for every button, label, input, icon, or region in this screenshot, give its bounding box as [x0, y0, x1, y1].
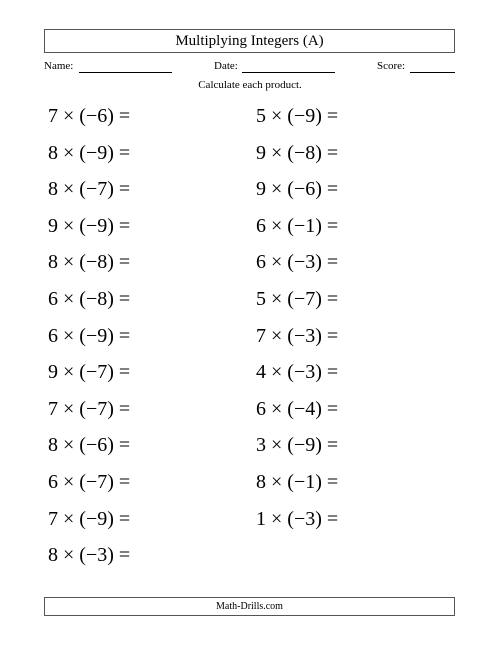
problem-item: 9 × (−8) =: [256, 141, 339, 164]
problem-item: 6 × (−3) =: [256, 251, 339, 274]
problem-item: 6 × (−8) =: [48, 288, 131, 310]
date-line: [242, 72, 335, 73]
problem-item: 7 × (−9) =: [48, 507, 131, 530]
problem-item: 8 × (−6) =: [48, 434, 131, 457]
problem-item: 7 × (−6) =: [48, 105, 131, 127]
name-line: [79, 72, 172, 73]
student-info-row: [0, 60, 500, 76]
problem-item: 7 × (−3) =: [256, 324, 339, 347]
problem-item: 8 × (−7) =: [48, 178, 131, 201]
problem-item: 5 × (−7) =: [256, 288, 339, 310]
problem-item: 7 × (−7) =: [48, 397, 131, 420]
problem-item: 8 × (−1) =: [256, 471, 339, 493]
problem-item: 4 × (−3) =: [256, 361, 339, 384]
score-line: [410, 72, 455, 73]
problem-item: 6 × (−7) =: [48, 471, 131, 493]
problem-item: 9 × (−7) =: [48, 361, 131, 384]
problem-item: 8 × (−3) =: [48, 544, 131, 567]
footer-text: Math-Drills.com: [216, 601, 283, 612]
problem-item: 9 × (−9) =: [48, 214, 131, 237]
date-label: Date:: [214, 60, 238, 72]
score-label: Score:: [377, 60, 406, 72]
problem-item: 3 × (−9) =: [256, 434, 339, 457]
worksheet-title-box: [44, 29, 455, 53]
problem-item: 6 × (−9) =: [48, 324, 131, 347]
problem-item: 6 × (−4) =: [256, 397, 339, 420]
problem-item: 8 × (−9) =: [48, 141, 131, 164]
instructions: Calculate each product.: [198, 79, 302, 91]
worksheet-title: Multiplying Integers (A): [175, 32, 324, 49]
problem-item: 6 × (−1) =: [256, 214, 339, 237]
name-label: Name:: [44, 60, 74, 72]
problem-item: 5 × (−9) =: [256, 105, 339, 127]
problem-item: 8 × (−8) =: [48, 251, 131, 274]
problem-item: 9 × (−6) =: [256, 178, 339, 201]
footer-box: [44, 597, 455, 616]
problem-item: 1 × (−3) =: [256, 507, 339, 530]
